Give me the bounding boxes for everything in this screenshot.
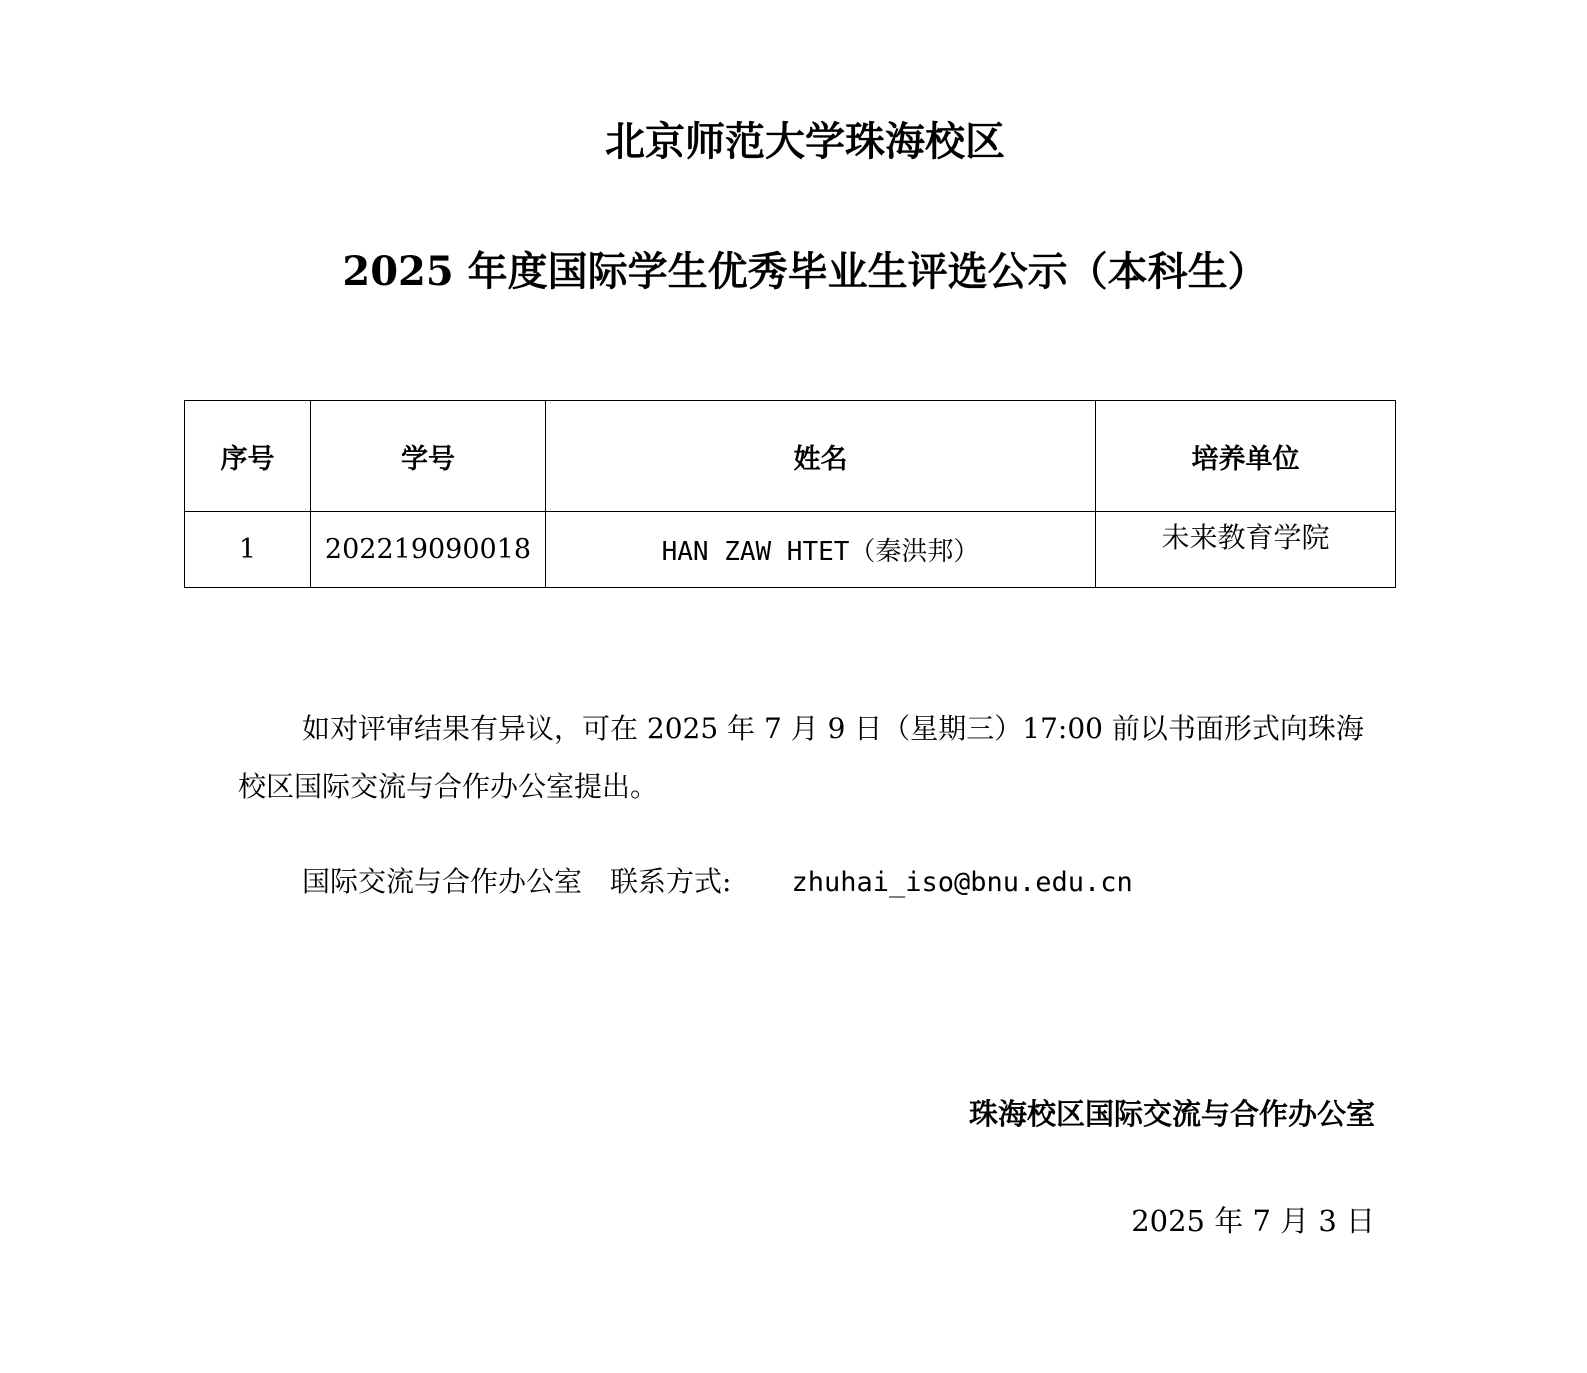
column-header-student-id: 学号	[311, 401, 546, 512]
objection-notice: 如对评审结果有异议，可在 2025 年 7 月 9 日（星期三）17:00 前以书面形式向珠海校区国际交流与合作办公室提出。	[238, 712, 1364, 803]
column-header-unit: 培养单位	[1096, 401, 1396, 512]
cell-unit: 未来教育学院	[1096, 512, 1396, 588]
cell-name: HAN ZAW HTET（秦洪邦）	[546, 512, 1096, 588]
contact-line	[302, 858, 1133, 907]
awardee-table	[184, 400, 1396, 588]
column-header-name: 姓名	[546, 401, 1096, 512]
contact-email: zhuhai_iso@bnu.edu.cn	[791, 867, 1133, 898]
cell-index: 1	[185, 512, 311, 588]
document-title: 北京师范大学珠海校区	[605, 118, 1005, 165]
column-header-index: 序号	[185, 401, 311, 512]
signature-date: 2025 年 7 月 3 日	[1131, 1204, 1375, 1238]
contact-label: 国际交流与合作办公室 联系方式:	[302, 865, 732, 898]
document-subtitle: 2025 年度国际学生优秀毕业生评选公示（本科生）	[342, 248, 1268, 295]
cell-student-id: 202219090018	[311, 512, 546, 588]
table-header-row	[185, 401, 1396, 512]
signature-office: 珠海校区国际交流与合作办公室	[968, 1097, 1375, 1131]
table-row	[185, 512, 1396, 588]
